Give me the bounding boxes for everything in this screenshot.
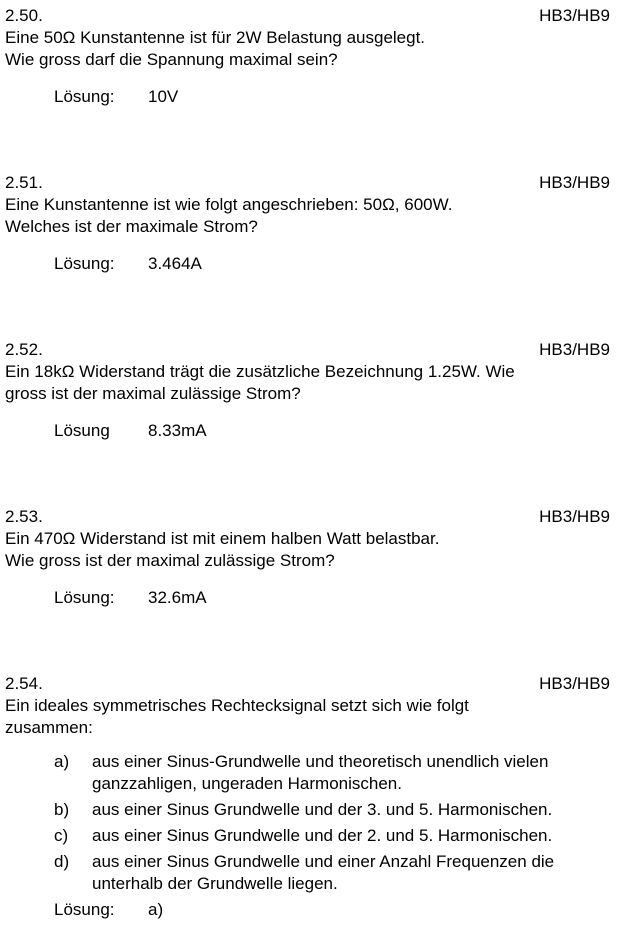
question-text: Eine 50Ω Kunstantenne ist für 2W Belastung ausgelegt. Wie gross darf die Spannung maximal sein?: [5, 28, 426, 69]
question-2-53: [5, 506, 610, 609]
option-text: aus einer Sinus Grundwelle und einer Anzahl Frequenzen die unterhalb der Grundwelle liegen.: [92, 852, 555, 893]
question-2-50: [5, 5, 610, 108]
solution: [54, 253, 610, 275]
question-text: Ein 18kΩ Widerstand trägt die zusätzliche Bezeichnung 1.25W. Wie gross ist der maximal zulässige Strom?: [5, 362, 515, 403]
question-number: 2.54.: [5, 674, 43, 693]
solution-label: Lösung:: [54, 87, 115, 106]
option-key: a): [54, 752, 70, 771]
solution-value: 32.6mA: [148, 588, 207, 607]
solution-label: Lösung:: [54, 254, 115, 273]
question-2-51: [5, 172, 610, 275]
question-tag: HB3/HB9: [539, 674, 610, 693]
solution-label: Lösung: [54, 421, 110, 440]
option-text: aus einer Sinus Grundwelle und der 3. und 5. Harmonischen.: [92, 800, 553, 819]
solution-label: Lösung:: [54, 588, 115, 607]
question-2-54: [5, 673, 610, 921]
question-number: 2.50.: [5, 6, 43, 25]
question-text: Ein ideales symmetrisches Rechtecksignal setzt sich wie folgt zusammen:: [5, 696, 469, 737]
option-key: c): [54, 826, 69, 845]
solution-value: 3.464A: [148, 254, 202, 273]
solution: [54, 899, 610, 921]
question-tag: HB3/HB9: [539, 340, 610, 359]
question-header: [5, 172, 610, 194]
question-number: 2.51.: [5, 173, 43, 192]
question-header: [5, 5, 610, 27]
option-key: d): [54, 852, 70, 871]
question-tag: HB3/HB9: [539, 173, 610, 192]
solution-value: 8.33mA: [148, 421, 207, 440]
solution: [54, 587, 610, 609]
question-header: [5, 673, 610, 695]
option-c: [54, 825, 610, 847]
question-tag: HB3/HB9: [539, 6, 610, 25]
option-b: [54, 799, 610, 821]
option-d: [54, 851, 610, 895]
option-key: b): [54, 800, 70, 819]
solution: [54, 420, 610, 442]
question-header: [5, 506, 610, 528]
solution-value: 10V: [148, 87, 179, 106]
question-number: 2.52.: [5, 340, 43, 359]
solution-value: a): [148, 900, 164, 919]
option-a: [54, 751, 610, 795]
option-text: aus einer Sinus Grundwelle und der 2. und 5. Harmonischen.: [92, 826, 553, 845]
answer-options: [5, 751, 610, 895]
solution-label: Lösung:: [54, 900, 115, 919]
question-number: 2.53.: [5, 507, 43, 526]
solution: [54, 86, 610, 108]
question-text: Eine Kunstantenne ist wie folgt angeschrieben: 50Ω, 600W. Welches ist der maximale Strom?: [5, 195, 453, 236]
question-header: [5, 339, 610, 361]
question-tag: HB3/HB9: [539, 507, 610, 526]
question-2-52: [5, 339, 610, 442]
option-text: aus einer Sinus-Grundwelle und theoretisch unendlich vielen ganzzahligen, ungeraden Harmonischen.: [92, 752, 549, 793]
question-text: Ein 470Ω Widerstand ist mit einem halben Watt belastbar. Wie gross ist der maximal zulässige Strom?: [5, 529, 440, 570]
